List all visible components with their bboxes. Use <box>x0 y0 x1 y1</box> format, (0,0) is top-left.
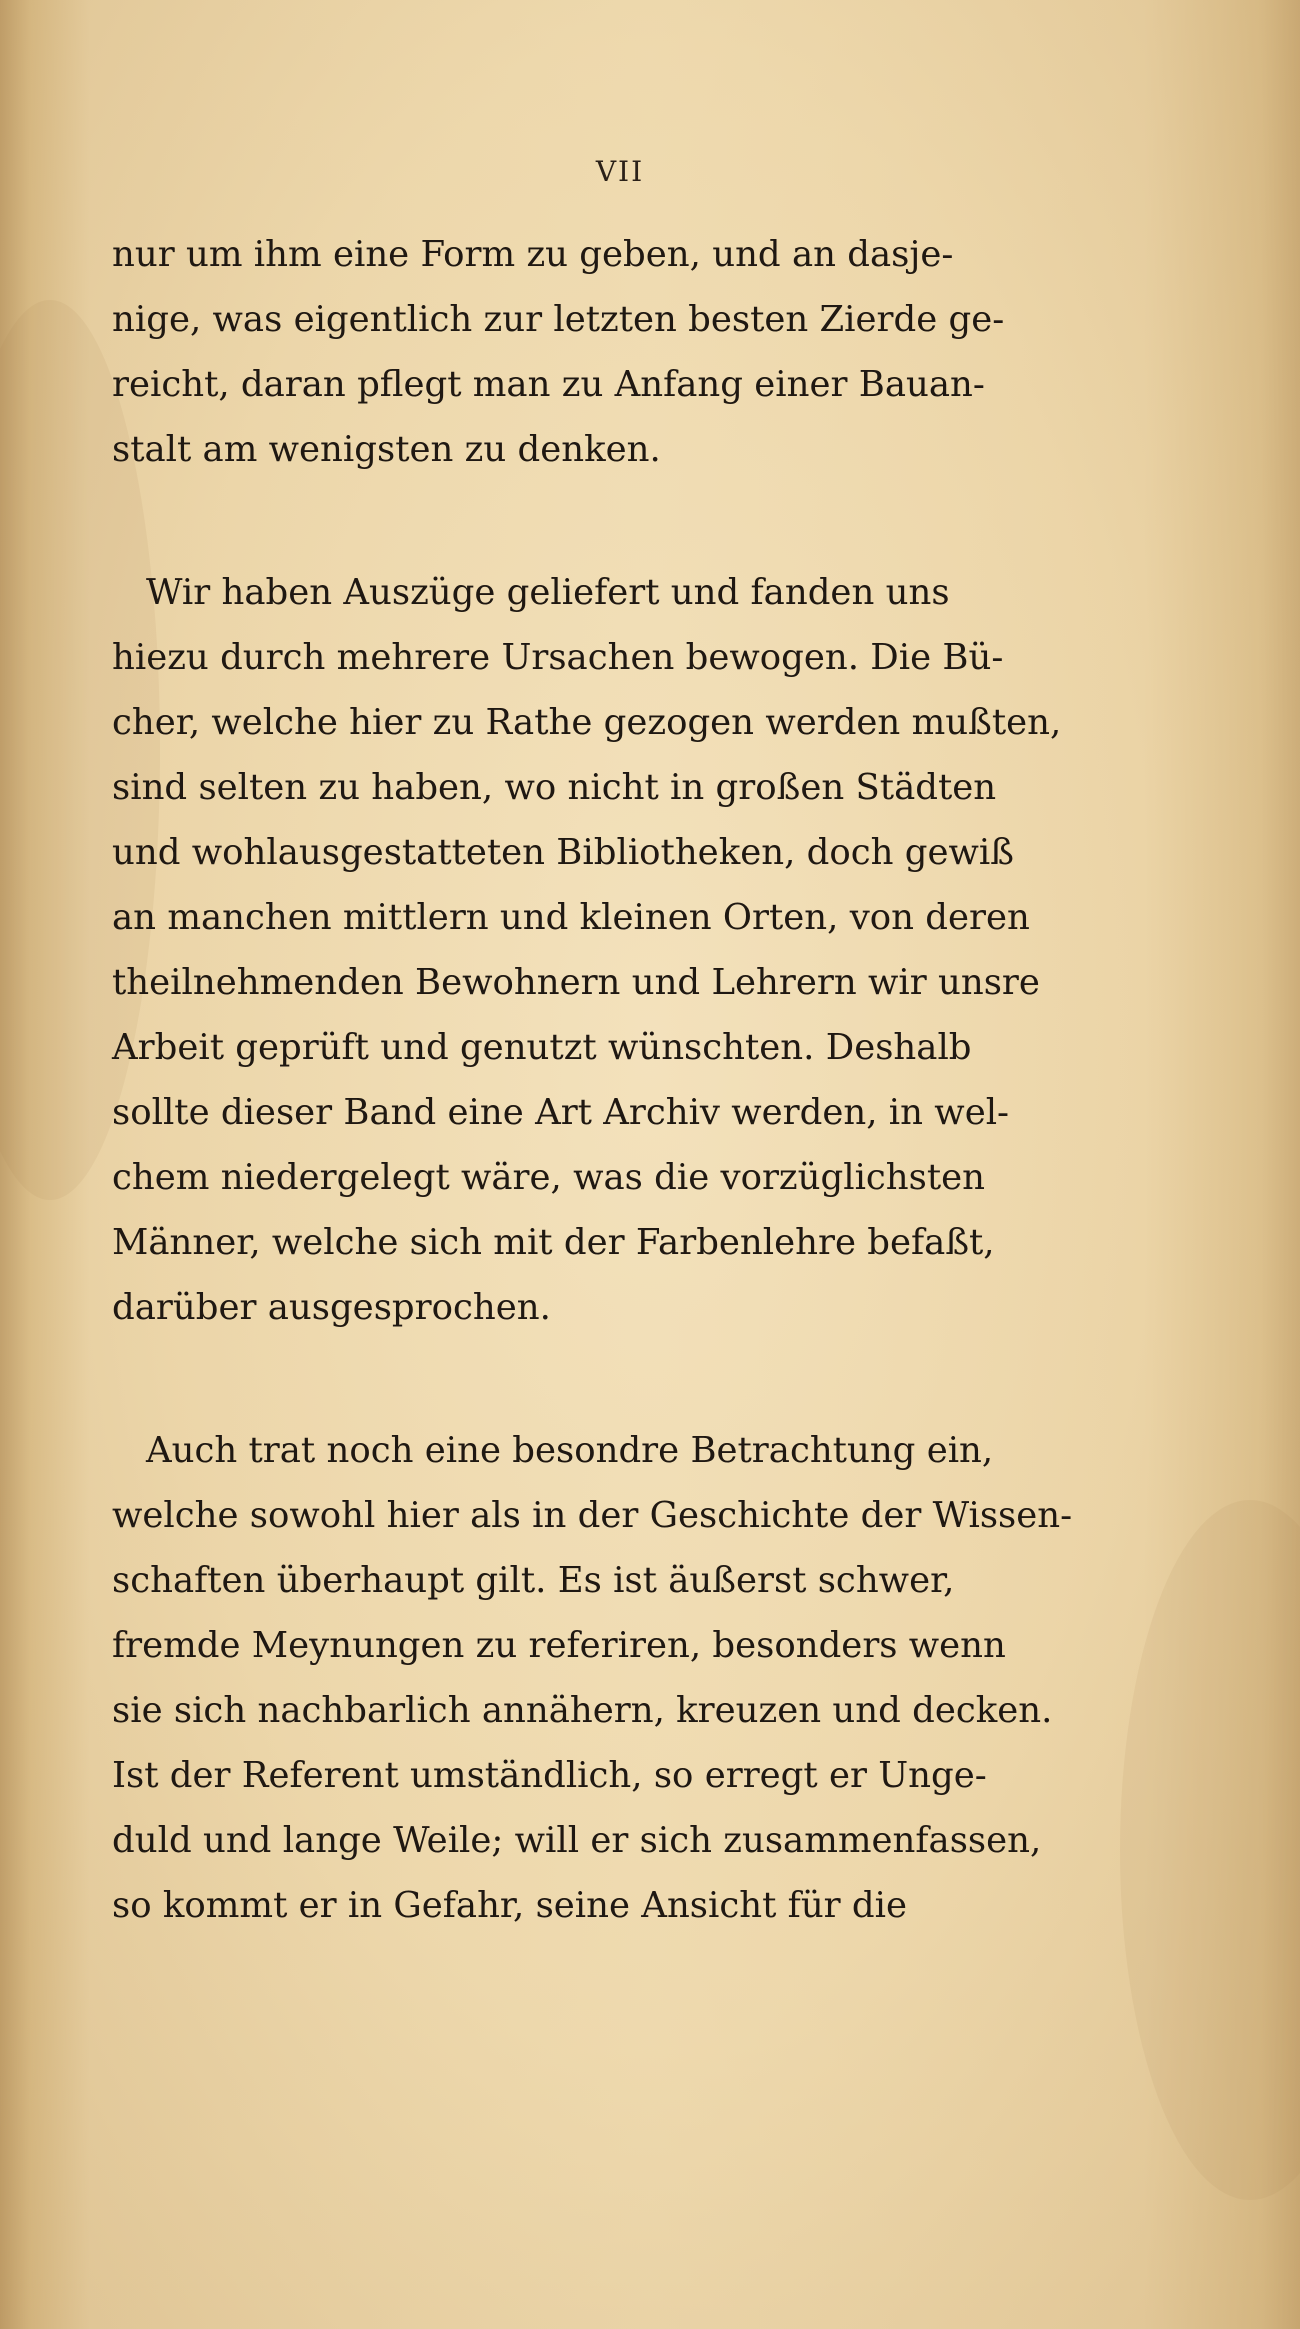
text-line: und wohlausgestatteten Bibliotheken, doch gewiß <box>112 832 1014 873</box>
text-line: hiezu durch mehrere Ursachen bewogen. Die Bü- <box>112 637 1004 678</box>
text-line: nur um ihm eine Form zu geben, und an dasje- <box>112 234 954 275</box>
page-number: VII <box>595 155 645 188</box>
text-line: welche sowohl hier als in der Geschichte der Wissen- <box>112 1495 1073 1536</box>
text-line: stalt am wenigsten zu denken. <box>112 429 661 470</box>
text-line: nige, was eigentlich zur letzten besten Zierde ge- <box>112 299 1005 340</box>
text-line: Wir haben Auszüge geliefert und fanden uns <box>146 572 950 613</box>
text-line: cher, welche hier zu Rathe gezogen werden mußten, <box>112 702 1062 743</box>
text-line: reicht, daran pflegt man zu Anfang einer Bauan- <box>112 364 985 405</box>
text-line: so kommt er in Gefahr, seine Ansicht für die <box>112 1885 908 1926</box>
paragraph-1 <box>112 222 1082 482</box>
text-line: darüber ausgesprochen. <box>112 1287 551 1328</box>
text-line: schaften überhaupt gilt. Es ist äußerst schwer, <box>112 1560 955 1601</box>
text-line: sie sich nachbarlich annähern, kreuzen und decken. <box>112 1690 1053 1731</box>
text-line: chem niedergelegt wäre, was die vorzüglichsten <box>112 1157 986 1198</box>
paragraph-3 <box>112 1418 1082 1938</box>
text-line: fremde Meynungen zu referiren, besonders wenn <box>112 1625 1006 1666</box>
text-line: Männer, welche sich mit der Farbenlehre befaßt, <box>112 1222 995 1263</box>
text-line: Auch trat noch eine besondre Betrachtung ein, <box>146 1430 994 1471</box>
text-line: an manchen mittlern und kleinen Orten, von deren <box>112 897 1030 938</box>
text-line: Arbeit geprüft und genutzt wünschten. Deshalb <box>112 1027 972 1068</box>
text-line: theilnehmenden Bewohnern und Lehrern wir unsre <box>112 962 1040 1003</box>
body-text <box>112 222 1082 1938</box>
text-line: sollte dieser Band eine Art Archiv werden, in wel- <box>112 1092 1010 1133</box>
text-line: Ist der Referent umständlich, so erregt er Unge- <box>112 1755 987 1796</box>
paper-stain <box>1120 1500 1300 2200</box>
text-line: duld und lange Weile; will er sich zusammenfassen, <box>112 1820 1042 1861</box>
paragraph-2 <box>112 560 1082 1340</box>
text-line: sind selten zu haben, wo nicht in großen Städten <box>112 767 997 808</box>
